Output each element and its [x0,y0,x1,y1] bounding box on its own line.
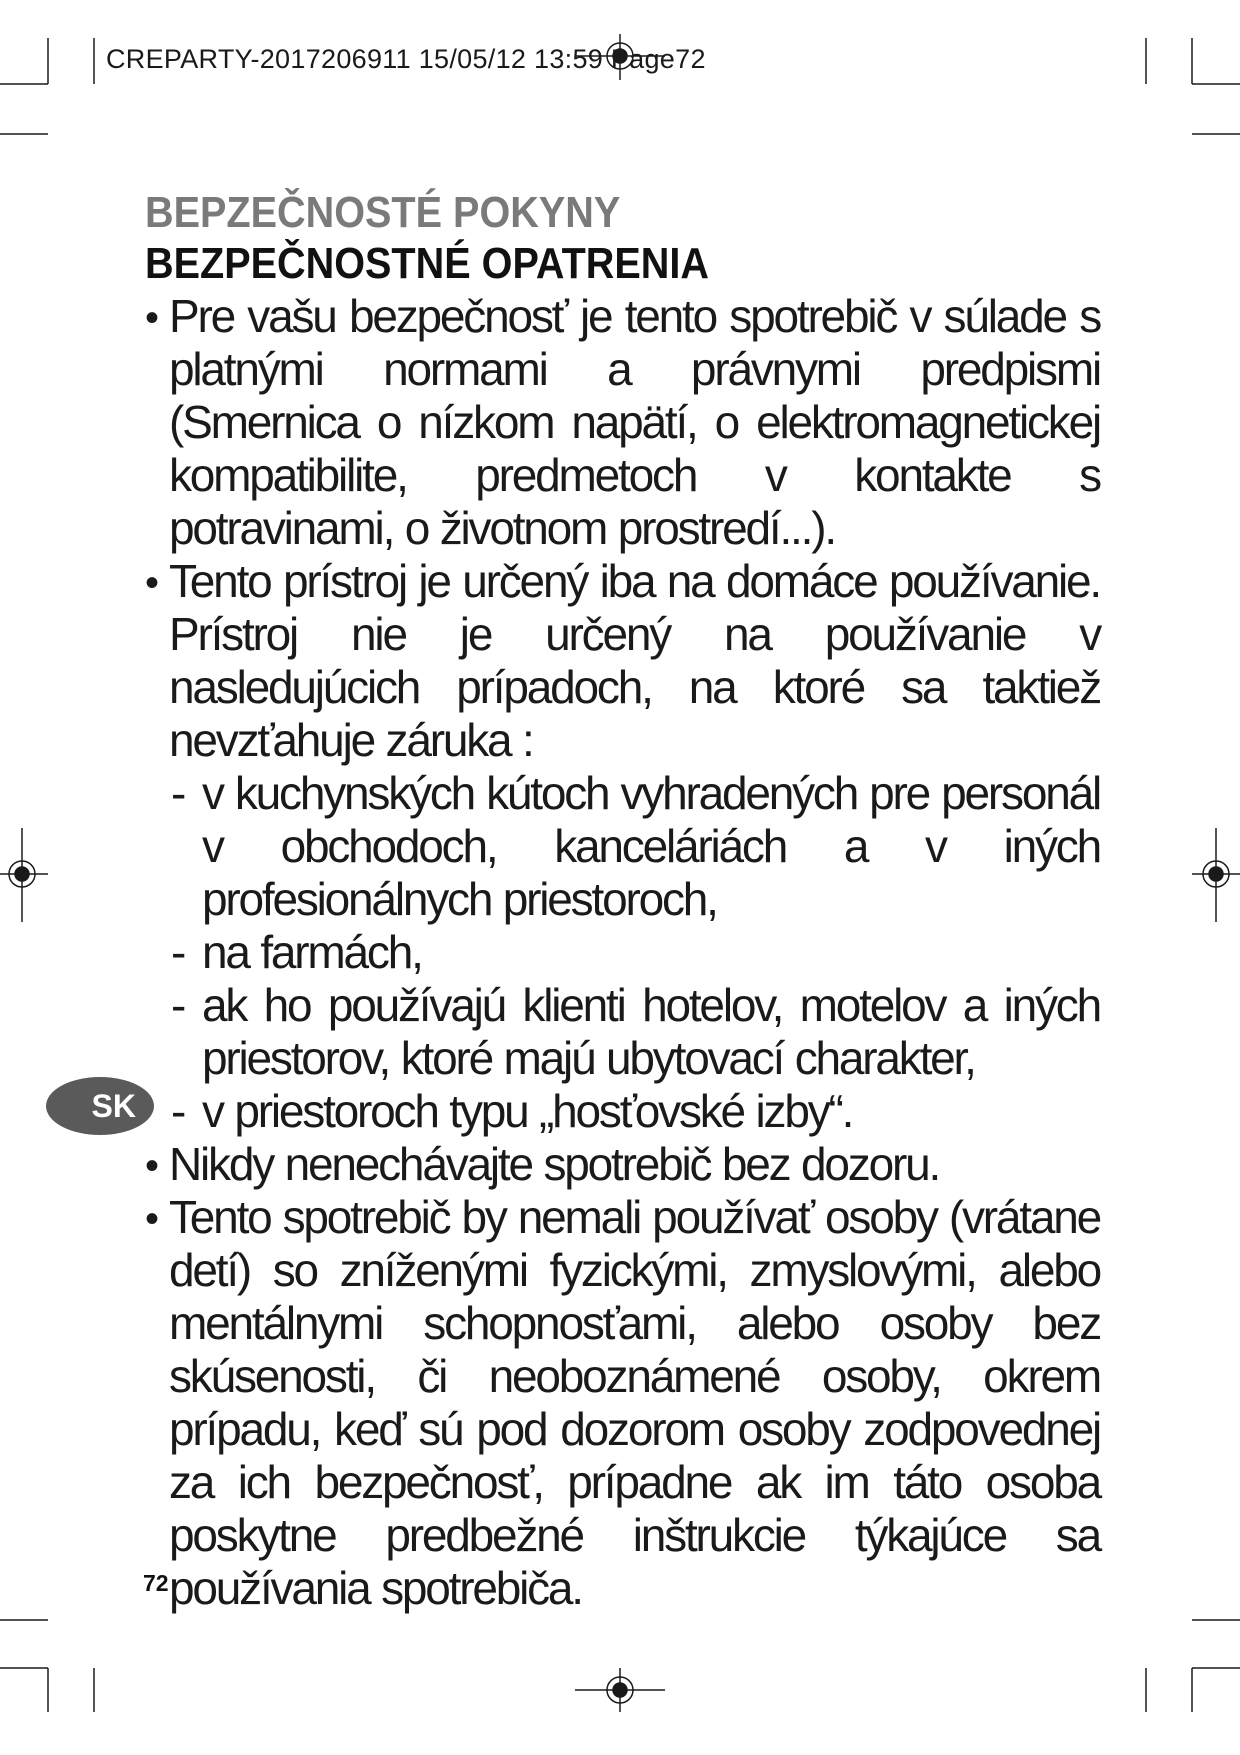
registration-mark-left [0,828,48,922]
page-number: 72 [143,1570,169,1596]
bullet-text: Tento spotrebič by nemali používať osoby (vrátane detí) so zníženými fyzickými, zmyslovými, alebo mentálnymi schopnosťami, alebo osoby bez skúsenosti, či neoboznámené osoby, okrem prípadu, keď sú pod dozorom osoby zodpovednej za ich bezpečnosť, prípadne ak im táto osoba poskytne predbežné inštrukcie týkajúce sa používania spotrebiča. [169,1191,1100,1614]
bullet-text: Tento prístroj je určený iba na domáce používanie. Prístroj nie je určený na používanie v nasledujúcich prípadoch, na ktoré sa taktiež nevzťahuje záruka : [169,555,1100,766]
bullet-icon: • [145,1144,157,1188]
bullet-icon: • [145,561,157,605]
sub-item-text: ak ho používajú klienti hotelov, motelov a iných priestorov, ktoré majú ubytovací charakter, [202,979,1100,1084]
dash-icon: - [171,1085,185,1137]
bullet-list [145,290,1100,1615]
registration-mark-bottom [575,1668,665,1712]
list-item [145,1138,1100,1191]
bullet-icon: • [145,1197,157,1241]
registration-mark-right [1192,828,1240,922]
dash-icon: - [171,767,185,819]
sub-list [169,767,1100,1138]
list-item [145,1191,1100,1615]
sub-item-text: v kuchynských kútoch vyhradených pre personál v obchodoch, kanceláriách a v iných profesionálnych priestoroch, [202,767,1100,925]
sub-list-item [169,1085,1100,1138]
bullet-icon: • [145,296,157,340]
sub-item-text: v priestoroch typu „hosťovské izby“. [202,1085,853,1137]
sub-list-item [169,767,1100,926]
print-header: CREPARTY-2017206911 15/05/12 13:59 Page72 [106,44,706,74]
language-badge: SK [46,1077,154,1135]
dash-icon: - [171,979,185,1031]
list-item [145,290,1100,555]
safety-instructions [145,188,1100,1615]
sub-item-text: na farmách, [202,926,422,978]
sub-list-item [169,926,1100,979]
dash-icon: - [171,926,185,978]
bullet-text: Nikdy nenechávajte spotrebič bez dozoru. [169,1138,940,1190]
page-title: BEPZEČNOSTÉ POKYNY [145,188,621,237]
bullet-text: Pre vašu bezpečnosť je tento spotrebič v súlade s platnými normami a právnymi predpismi (Smernica o nízkom napätí, o elektromagnetickej kompatibilite, predmetoch v kontakte s potravinami, o životnom prostredí...). [169,290,1100,554]
sub-list-item [169,979,1100,1085]
page-subtitle: BEZPEČNOSTNÉ OPATRENIA [145,239,709,288]
list-item [145,555,1100,1138]
